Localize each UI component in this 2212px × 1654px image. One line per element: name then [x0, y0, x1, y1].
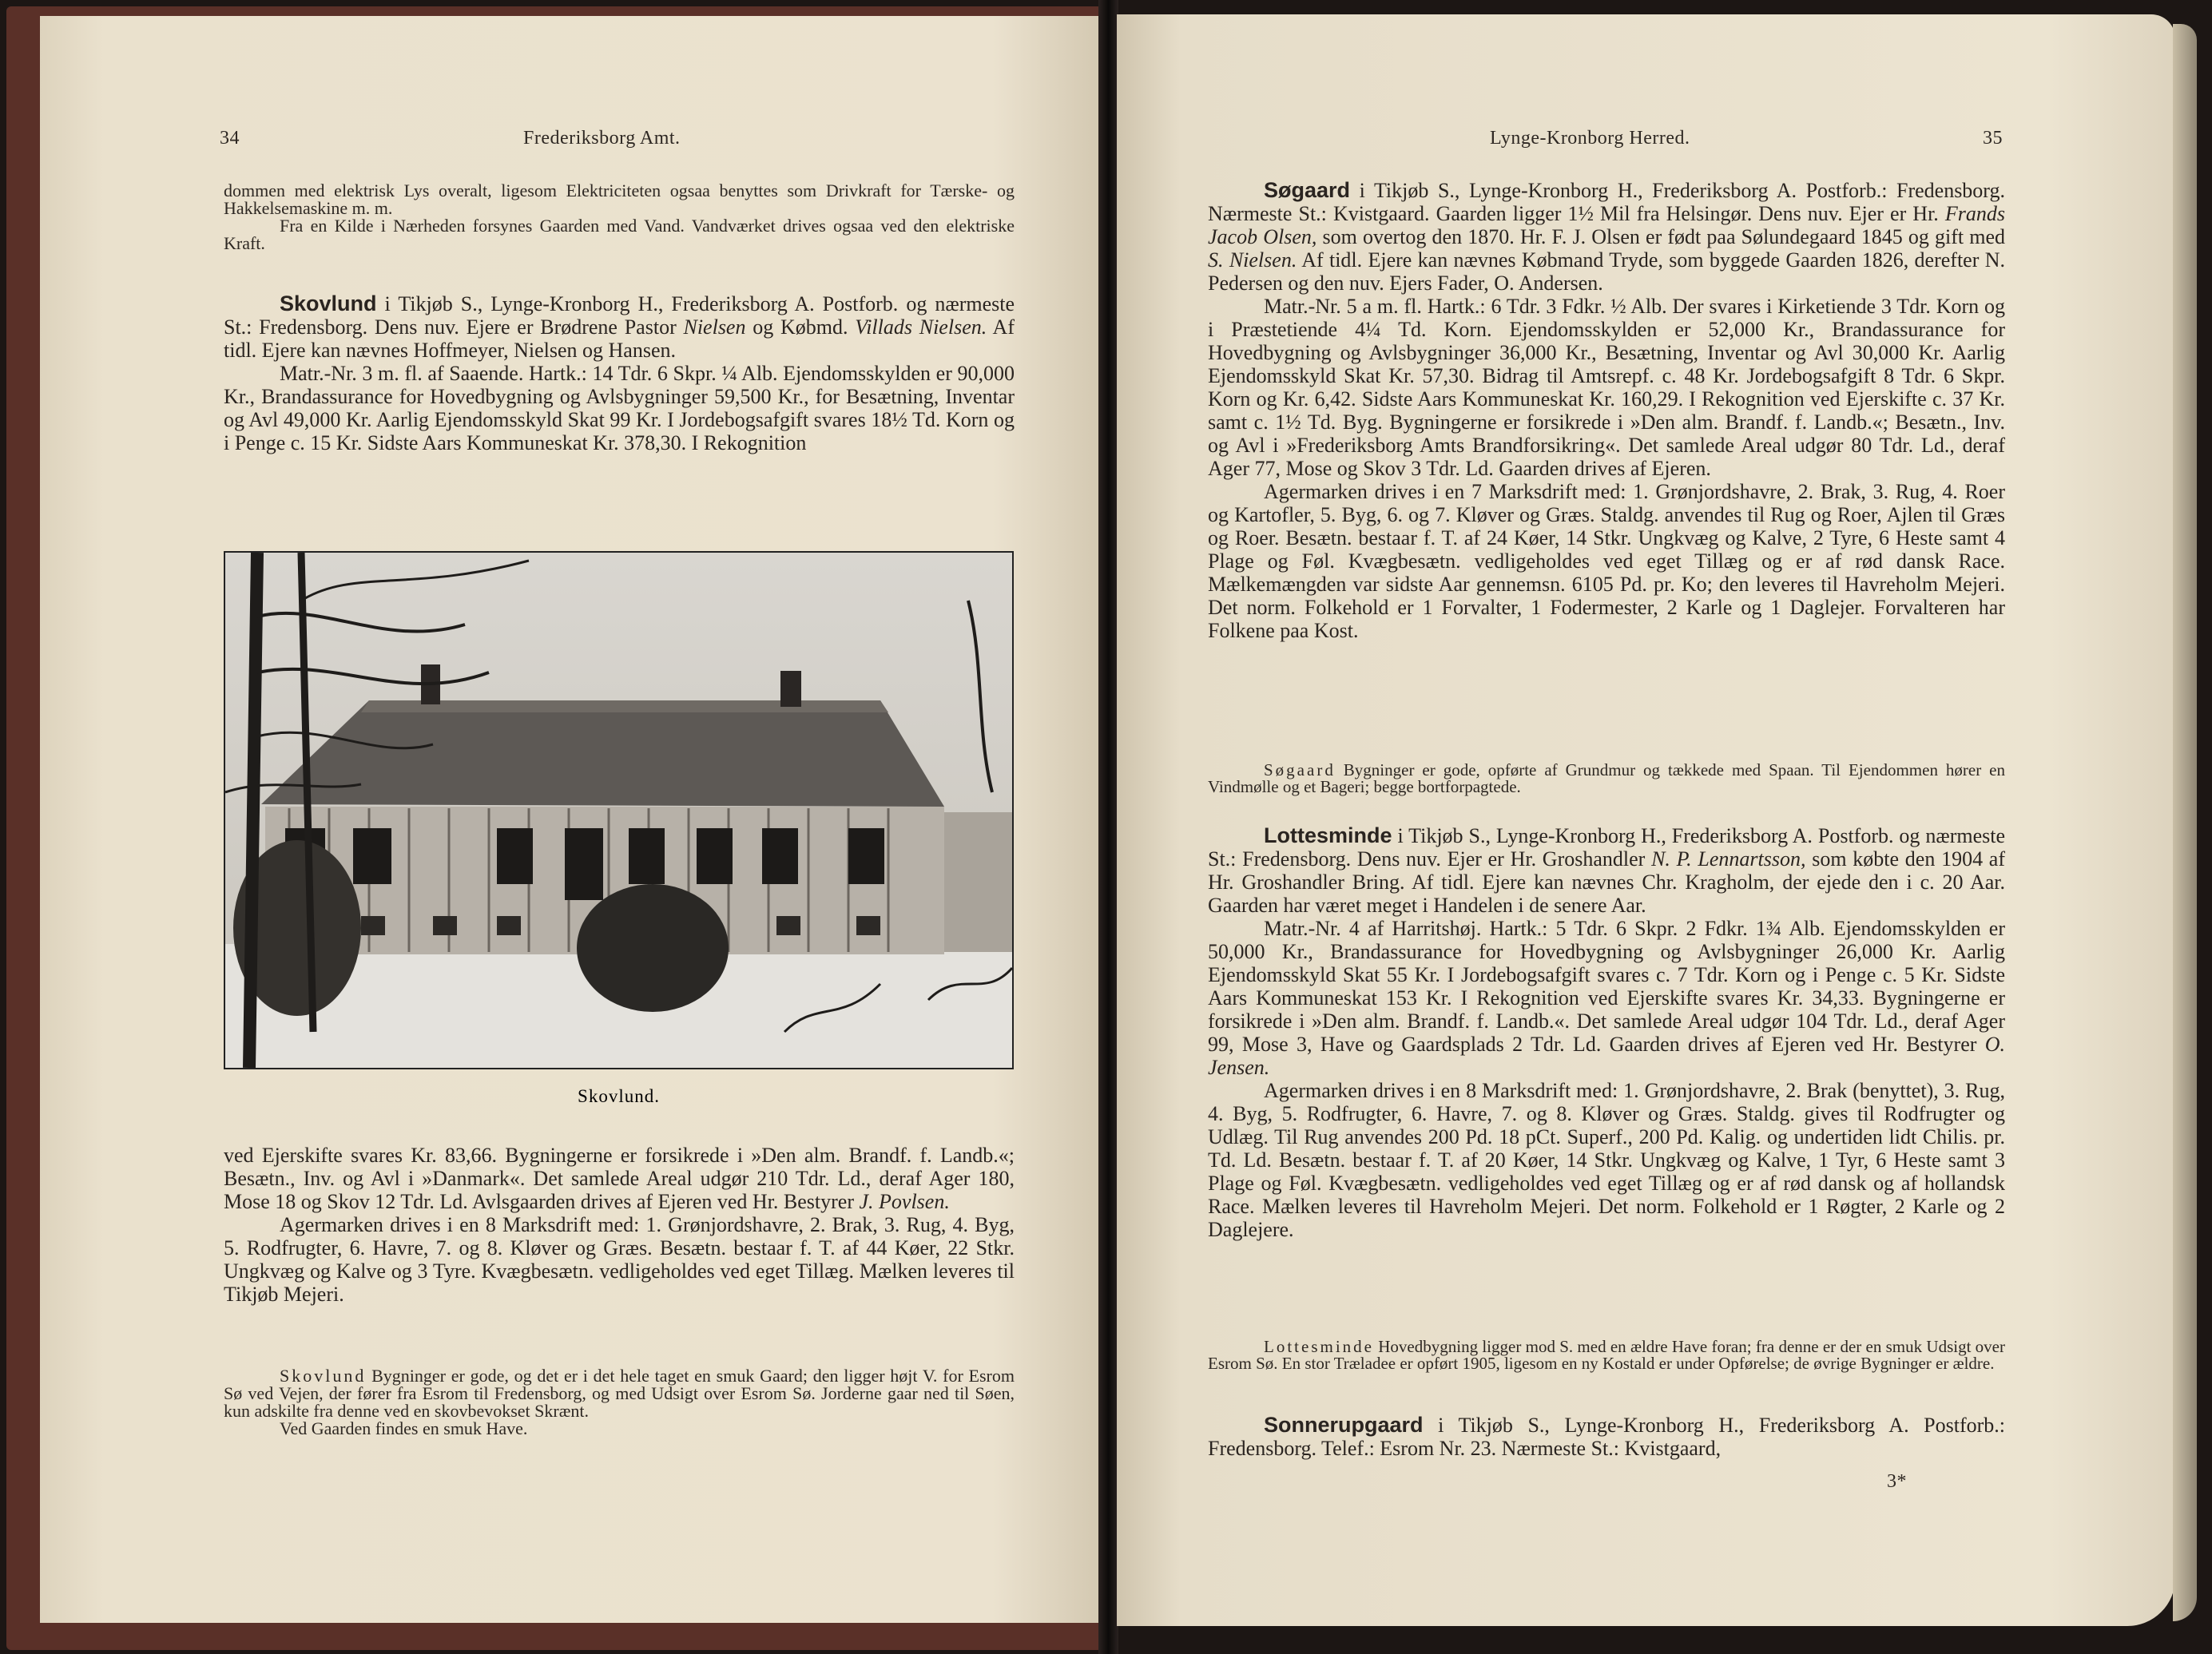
lottesminde-text-b: som købte den 1904 af Hr. Groshandler Bring. Af tidl. Ejere kan nævnes Chr. Kragholm, der ejede den i c. 20 Aar. Gaarden har været meget i Handelen i de senere Aar. [1208, 847, 2005, 917]
continuation-paragraph-2: Fra en Kilde i Nærheden forsynes Gaarden med Vand. Vandværket drives ogsaa ved den elektriske Kraft. [224, 216, 1015, 253]
sogaard-note-text: Bygninger er gode, opførte af Grundmur og tækkede med Spaan. Til Ejendommen hører en Vindmølle og et Bageri; begge bortforpagtede. [1208, 760, 2005, 796]
sonnerupgaard-text: i Tikjøb S., Lynge-Kronborg H., Frederiksborg A. Postforb.: Fredensborg. Telef.: Esrom Nr. 23. Nærmeste St.: Kvistgaard, [1208, 1414, 2005, 1460]
right-page-number: 35 [1983, 128, 2003, 149]
skovlund-rekognition-text: ved Ejerskifte svares Kr. 83,66. Bygningerne er forsikrede i »Den alm. Brandf. f. Landb.«; Besætn., Inv. og Avl i »Danmark«. Det samlede Areal udgør 210 Tdr. Ld., deraf Ager 180, Mose 18 og Skov 12 Tdr. Ld. Avlsgaarden drives af Ejeren ved Hr. Bestyrer [224, 1144, 1015, 1213]
page-edge [2173, 24, 2197, 1621]
farmhouse-illustration [225, 553, 1012, 1068]
sogaard-note-name: Søgaard [1264, 760, 1336, 779]
skovlund-note-name: Skovlund [280, 1366, 367, 1386]
sogaard-wife: S. Nielsen. [1208, 248, 1297, 272]
sogaard-note [1208, 762, 2005, 795]
sogaard-matr-paragraph: Matr.-Nr. 5 a m. fl. Hartk.: 6 Tdr. 3 Fdkr. ½ Alb. Der svares i Kirketiende 3 Tdr. Korn og i Præstetiende 4¼ Td. Korn. Ejendomsskylden er 52,000 Kr., Brandassurance for Hovedbygning og Avlsbygninger 36,000 Kr., Besætning, Inventar og Avl 30,000 Kr. Aarlig Ejendomsskyld Skat Kr. 57,30. Bidrag til Amtsrepf. c. 48 Kr. Jordebogsafgift 8 Tdr. 6 Skpr. Korn og Kr. 6,42. Sidste Aars Kommuneskat Kr. 160,29. I Rekognition ved Ejerskifte c. 37 Kr. samt c. 1½ Td. Byg. Bygningerne er forsikrede i »Den alm. Brandf. f. Landb.«; Besætn., Inv. og Avl i »Frederiksborg Amts Brandforsikring«. Det samlede Areal udgør 80 Tdr. Ld., deraf Ager 77, Mose og Skov 3 Tdr. Ld. Gaarden drives af Ejeren. [1208, 295, 2005, 480]
sogaard-agermarken: Agermarken drives i en 7 Marksdrift med: 1. Grønjordshavre, 2. Brak, 3. Rug, 4. Roer og Kartofler, 5. Byg, 6. og 7. Kløver og Græs. Staldg. anvendes til Rug og Roer, Ajlen til Græs og Roer. Besætn. bestaar f. T. af 24 Køer, 14 Stkr. Ungkvæg og Kalve, 2 Tyre, 6 Heste samt 4 Plage og Føl. Kvægbesætn. vedligeholdes ved eget Tillæg og er af rød dansk Race. Mælkemængden var sidste Aar gennemsn. 6105 Pd. pr. Ko; den leveres til Havreholm Mejeri. Det norm. Folkehold er 1 Forvalter, 1 Fodermester, 2 Karle og 1 Daglejer. Forvalteren har Folkene paa Kost. [1208, 480, 2005, 642]
skovlund-bestyrer: J. Povlsen. [859, 1190, 950, 1213]
lottesminde-bestyrer: O. Jensen. [1208, 1033, 2005, 1079]
lottesminde-note-text: Hovedbygning ligger mod S. med en ældre Have foran; fra denne er der en smuk Udsigt over Esrom Sø. En stor Træladee er opført 1905, ligesom en ny Kostald er under Opførelse; de øvrige Bygninger er ældre. [1208, 1337, 2005, 1373]
lottesminde-text-a: i Tikjøb S., Lynge-Kronborg H., Frederiksborg A. Postforb. og nærmeste St.: Fredensborg. Dens nuv. Ejer er Hr. Groshandler [1208, 824, 2005, 871]
right-running-head: Lynge-Kronborg Herred. [1490, 128, 1690, 149]
sogaard-text-c: Af tidl. Ejere kan nævnes Købmand Tryde, som byggede Gaarden 1826, derefter N. Pedersen og den nuv. Ejers Fader, O. Andersen. [1208, 248, 2005, 295]
skovlund-agermarken: Agermarken drives i en 8 Marksdrift med: 1. Grønjordshavre, 2. Brak, 3. Rug, 4. Byg, 5. Rodfrugter, 6. Havre, 7. og 8. Kløver og Græs. Besætn. bestaar f. T. af 44 Køer, 22 Stkr. Ungkvæg og Kalve og 3 Tyre. Kvægbesætn. vedligeholdes ved eget Tillæg. Mælken leveres til Tikjøb Mejeri. [224, 1213, 1015, 1306]
skovlund-text-a: i Tikjøb S., Lynge-Kronborg H., Frederiksborg A. Postforb. og nærmeste St.: Fredensborg. Dens nuv. Ejere er Brødrene Pastor [224, 292, 1015, 339]
skovlund-owner-2: Villads Nielsen. [855, 315, 987, 339]
skovlund-note [224, 1367, 1015, 1438]
sonnerupgaard-entry [1208, 1414, 2005, 1460]
skovlund-note-text: Bygninger er gode, og det er i det hele taget en smuk Gaard; den ligger højt V. for Esrom Sø ved Vejen, der fører fra Esrom til Fredensborg, og med Udsigt over Esrom Sø. Jorderne gaar ned til Søen, kun adskilte fra denne ved en skovbevokset Skrænt. [224, 1366, 1015, 1421]
lottesminde-entry [1208, 824, 2005, 1241]
sogaard-text-b: som overtog den 1870. Hr. F. J. Olsen er født paa Sølundegaard 1845 og gift med [1316, 225, 2005, 248]
skovlund-owner-1: Nielsen [683, 315, 746, 339]
lottesminde-owner: N. P. Lennartsson, [1651, 847, 1806, 871]
left-page-number: 34 [220, 128, 240, 149]
skovlund-text-c: Af tidl. Ejere kan nævnes Hoffmeyer, Nielsen og Hansen. [224, 315, 1015, 362]
skovlund-entry-bottom [224, 1144, 1015, 1306]
sogaard-heading: Søgaard [1264, 178, 1351, 202]
signature-mark: 3* [1887, 1471, 1907, 1492]
lottesminde-heading: Lottesminde [1264, 823, 1392, 847]
sonnerupgaard-heading: Sonnerupgaard [1264, 1413, 1424, 1437]
lottesminde-agermarken: Agermarken drives i en 8 Marksdrift med: 1. Grønjordshavre, 2. Brak (benyttet), 3. Rug, 4. Byg, 5. Rodfrugter, 6. Havre, 7. og 8. Kløver og Græs. Staldg. gives til Rodfrugter og Udlæg. Til Rug anvendes 200 Pd. 18 pCt. Superf., 200 Pd. Kalig. og undertiden lidt Chilis. pr. Td. Ld. Besætn. bestaar f. T. af 20 Køer, 14 Stkr. Ungkvæg og Kalve, 1 Tyr, 6 Heste samt 3 Plage og Føl. Kvægbesætn. vedligeholdes ved eget Tillæg og er af rød dansk og af hollandsk Race. Mælken leveres til Havreholm Mejeri. Det norm. Folkehold er 1 Røgter, 2 Karle og 2 Daglejere. [1208, 1079, 2005, 1241]
sogaard-entry [1208, 179, 2005, 642]
left-running-head: Frederiksborg Amt. [523, 128, 681, 149]
skovlund-entry-top [224, 292, 1015, 454]
photo-caption: Skovlund. [578, 1086, 660, 1106]
sogaard-text-a: i Tikjøb S., Lynge-Kronborg H., Frederiksborg A. Postforb.: Fredensborg. Nærmeste St.: Kvistgaard. Gaarden ligger 1½ Mil fra Helsingør. Dens nuv. Ejer er Hr. [1208, 179, 2005, 225]
sogaard-owner: Frands Jacob Olsen, [1208, 202, 2005, 248]
lottesminde-note [1208, 1339, 2005, 1372]
book-gutter [1098, 0, 1118, 1654]
lottesminde-note-name: Lottesminde [1264, 1337, 1374, 1356]
left-top-continuation [224, 182, 1015, 252]
skovlund-matr-paragraph: Matr.-Nr. 3 m. fl. af Saaende. Hartk.: 14 Tdr. 6 Skpr. ¼ Alb. Ejendomsskylden er 90,000 Kr., Brandassurance for Hovedbygning og Avlsbygninger 59,500 Kr., for Besætning, Inventar og Avl 49,000 Kr. Aarlig Ejendomsskyld Skat 99 Kr. I Jordebogsafgift svares 18½ Td. Korn og i Penge c. 15 Kr. Sidste Aars Kommuneskat Kr. 378,30. I Rekognition [224, 362, 1015, 454]
skovlund-text-b: og Købmd. [745, 315, 856, 339]
lottesminde-matr-text: Matr.-Nr. 4 af Harritshøj. Hartk.: 5 Tdr. 6 Skpr. 2 Fdkr. 1¾ Alb. Ejendomsskylden er 50,000 Kr., Brandassurance for Hovedbygning og Avlsbygninger 26,000 Kr. Aarlig Ejendomsskyld Skat 55 Kr. I Jordebogsafgift svares c. 7 Tdr. Korn og i Penge c. 5 Kr. Sidste Aars Kommuneskat 153 Kr. I Rekognition ved Ejerskifte svares Kr. 34,33. Bygningerne er forsikrede i »Den alm. Brandf. f. Landb.«. Det samlede Areal udgør 104 Tdr. Ld., deraf Ager 99, Mose 3, Have og Gaardsplads 2 Tdr. Ld. Gaarden drives af Ejeren ved Hr. Bestyrer [1208, 917, 2005, 1056]
skovlund-photo [224, 551, 1014, 1069]
continuation-paragraph-1: dommen med elektrisk Lys overalt, ligesom Elektriciteten ogsaa benyttes som Drivkraft for Tærske- og Hakkelsemaskine m. m. [224, 180, 1015, 218]
skovlund-heading: Skovlund [280, 292, 377, 315]
skovlund-note-have: Ved Gaarden findes en smuk Have. [280, 1418, 528, 1438]
